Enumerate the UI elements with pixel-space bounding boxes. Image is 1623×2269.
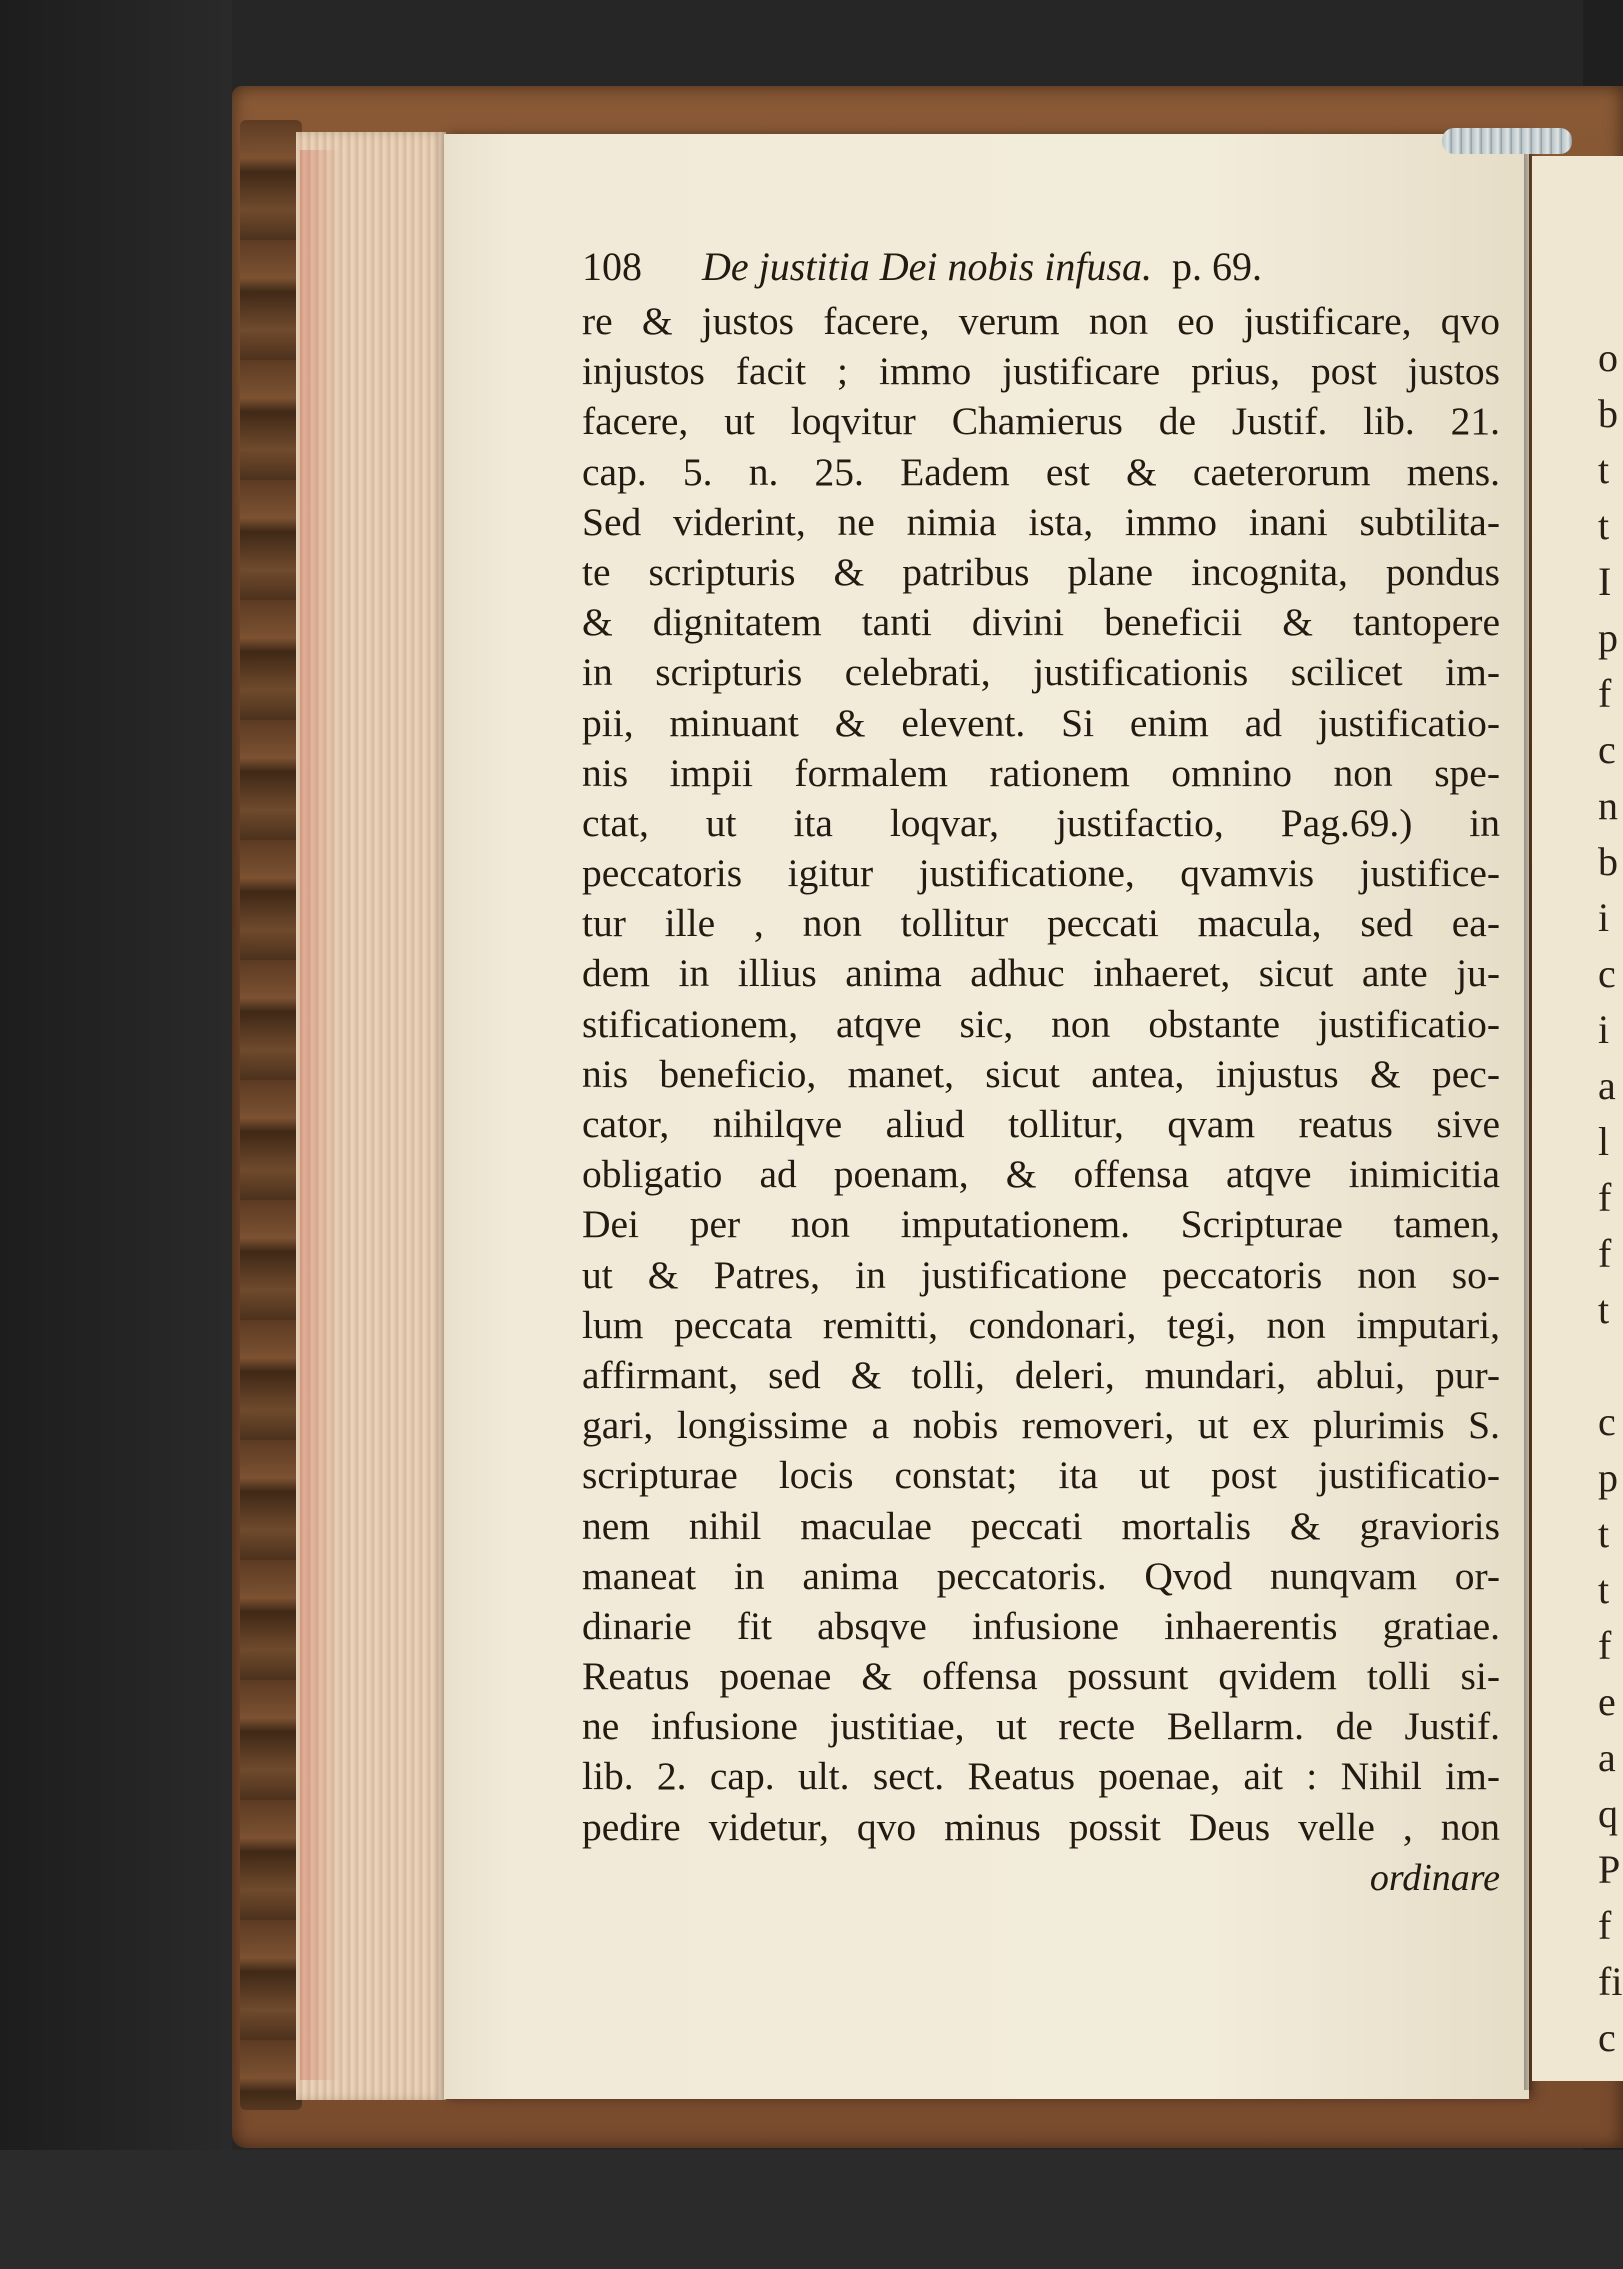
text-line: cap. 5. n. 25. Eadem est & caeterorum mens. xyxy=(582,449,1500,494)
facing-page-char: b xyxy=(1598,839,1618,884)
text-line: Sed viderint, ne nimia ista, immo inani subtilita- xyxy=(582,499,1500,544)
red-speckled-edge xyxy=(300,150,340,2080)
facing-page-char: c xyxy=(1598,1399,1616,1444)
background-bottom xyxy=(0,2150,1623,2269)
text-line: in scripturis celebrati, justificationis scilicet im- xyxy=(582,650,1500,695)
text-line: affirmant, sed & tolli, deleri, mundari, ablui, pur- xyxy=(582,1352,1500,1397)
facing-page-char: c xyxy=(1598,727,1616,772)
facing-page-char: t xyxy=(1598,1567,1610,1612)
facing-page-char: b xyxy=(1598,391,1618,436)
facing-page-char: f xyxy=(1598,1623,1612,1668)
text-line: & dignitatem tanti divini beneficii & tantopere xyxy=(582,600,1500,645)
facing-page-char: f xyxy=(1598,671,1612,716)
facing-page-char: i xyxy=(1598,1007,1610,1052)
text-line: tur ille , non tollitur peccati macula, sed ea- xyxy=(582,901,1500,946)
facing-page-char: q xyxy=(1598,1791,1618,1836)
facing-page-char: o xyxy=(1598,335,1618,380)
text-line: gari, longissime a nobis removeri, ut ex plurimis S. xyxy=(582,1403,1500,1448)
facing-page-char: f xyxy=(1598,1903,1612,1948)
text-line: re & justos facere, verum non eo justificare, qvo xyxy=(582,299,1500,343)
facing-page-char: f xyxy=(1598,1231,1612,1276)
facing-page-char: P xyxy=(1598,1847,1621,1892)
text-line: ne infusione justitiae, ut recte Bellarm. de Justif. xyxy=(582,1704,1500,1749)
text-line: lib. 2. cap. ult. sect. Reatus poenae, ait : Nihil im- xyxy=(582,1754,1500,1799)
text-line: lum peccata remitti, condonari, tegi, non imputari, xyxy=(582,1302,1500,1347)
text-line: nis impii formalem rationem omnino non spe- xyxy=(582,750,1500,795)
facing-page-char: t xyxy=(1598,447,1610,492)
facing-page-char: a xyxy=(1598,1063,1616,1108)
text-line: injustos facit ; immo justificare prius, post justos xyxy=(582,349,1500,394)
text-line: Reatus poenae & offensa possunt qvidem tolli si- xyxy=(582,1654,1500,1699)
cover-edge xyxy=(240,120,302,2110)
facing-page-char xyxy=(1598,1338,1623,1394)
facing-page-char: p xyxy=(1598,1455,1618,1500)
page-number: 108 xyxy=(582,244,642,289)
text-line: scripturae locis constat; ita ut post justificatio- xyxy=(582,1453,1500,1498)
facing-page-char: i xyxy=(1598,895,1610,940)
text-line: dem in illius anima adhuc inhaeret, sicut ante ju- xyxy=(582,951,1500,996)
headband xyxy=(1442,128,1572,154)
facing-page-char: e xyxy=(1598,1679,1616,1724)
page-reference: p. 69. xyxy=(1172,244,1262,289)
text-line: cator, nihilqve aliud tollitur, qvam reatus sive xyxy=(582,1102,1500,1146)
text-line: nis beneficio, manet, sicut antea, injustus & pec- xyxy=(582,1051,1500,1096)
facing-page-char: p xyxy=(1598,615,1618,660)
facing-page-char: t xyxy=(1598,1511,1610,1556)
body-text xyxy=(582,296,1500,1852)
facing-page-char: t xyxy=(1598,1287,1610,1332)
text-line: maneat in anima peccatoris. Qvod nunqvam or- xyxy=(582,1553,1500,1598)
text-line: pii, minuant & elevent. Si enim ad justificatio- xyxy=(582,700,1500,745)
facing-page-char: t xyxy=(1598,503,1610,548)
text-line: obligatio ad poenam, & offensa atqve inimicitia xyxy=(582,1152,1500,1197)
text-line: dinarie fit absqve infusione inhaerentis gratiae. xyxy=(582,1603,1500,1648)
text-line: facere, ut loqvitur Chamierus de Justif. lib. 21. xyxy=(582,399,1500,444)
text-line: te scripturis & patribus plane incognita, pondus xyxy=(582,549,1500,594)
catchword: ordinare xyxy=(1369,1856,1500,1899)
page-text xyxy=(582,238,1500,1904)
facing-page-char: c xyxy=(1598,951,1616,996)
facing-page-char: fi xyxy=(1598,1959,1623,2004)
facing-page-char: l xyxy=(1598,1119,1610,1164)
text-line: peccatoris igitur justificatione, qvamvis justifice- xyxy=(582,851,1500,896)
text-line: stificationem, atqve sic, non obstante justificatio- xyxy=(582,1001,1500,1046)
facing-page-char: n xyxy=(1598,783,1618,828)
running-head xyxy=(582,238,1500,296)
facing-page-text xyxy=(1598,330,1623,2066)
facing-page-char: I xyxy=(1598,559,1612,604)
background-left xyxy=(0,0,232,2269)
text-line: ut & Patres, in justificatione peccatoris non so- xyxy=(582,1252,1500,1297)
facing-page-char: c xyxy=(1598,2015,1616,2060)
text-line: nem nihil maculae peccati mortalis & gravioris xyxy=(582,1503,1500,1548)
running-title: De justitia Dei nobis infusa. xyxy=(702,244,1152,289)
text-line: pedire videtur, qvo minus possit Deus velle , non xyxy=(582,1804,1500,1849)
facing-page-char: f xyxy=(1598,1175,1612,1220)
facing-page-char: a xyxy=(1598,1735,1616,1780)
text-line: ctat, ut ita loqvar, justifactio, Pag.69.) in xyxy=(582,800,1500,845)
text-line: Dei per non imputationem. Scripturae tamen, xyxy=(582,1202,1500,1247)
